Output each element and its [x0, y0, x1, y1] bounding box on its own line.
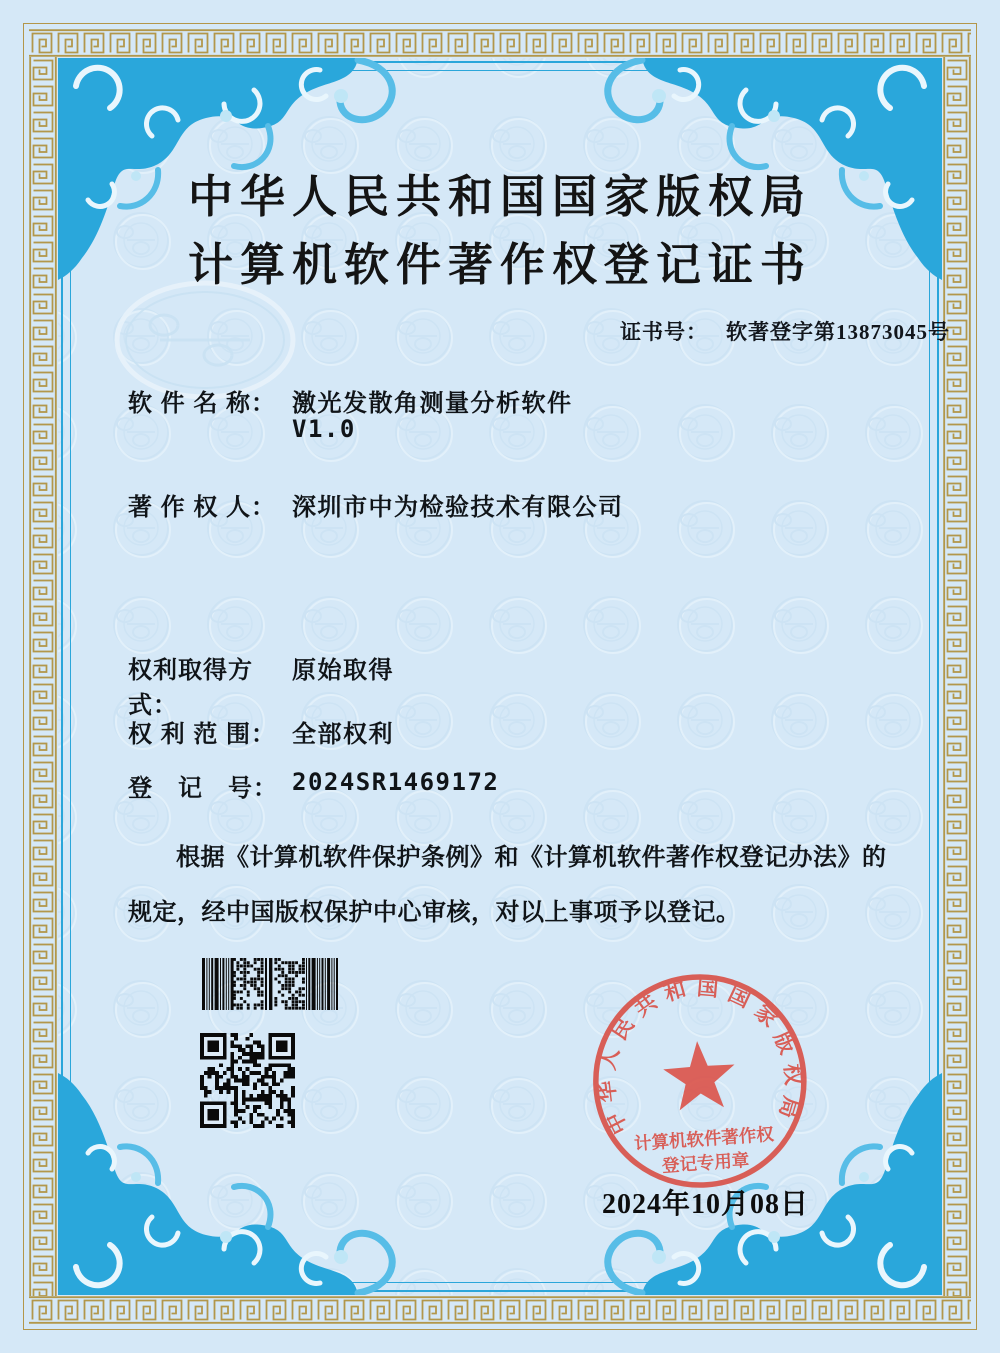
rights-scope-value: 全部权利	[292, 721, 394, 748]
field-rights-acquisition	[128, 650, 394, 720]
software-name-value: 激光发散角测量分析软件	[292, 390, 573, 417]
barcode-icon	[202, 958, 345, 1010]
copyright-owner-value: 深圳市中为检验技术有限公司	[292, 494, 624, 521]
qr-code-icon	[200, 1033, 295, 1128]
field-rights-scope	[128, 714, 394, 749]
seal-ring-text: 中华人民共和国国家版权局	[594, 975, 806, 1139]
authority-title: 中华人民共和国国家版权局	[187, 172, 812, 222]
software-name-label: 软 件 名 称：	[128, 390, 277, 417]
certificate-title: 计算机软件著作权登记证书	[187, 240, 812, 290]
field-copyright-owner	[128, 487, 624, 522]
seal-text-line2: 登记专用章	[661, 1149, 750, 1176]
certificate-number-value: 软著登字第13873045号	[726, 320, 950, 344]
registration-number-value: 2024SR1469172	[292, 768, 500, 796]
certificate-number-row	[620, 316, 950, 346]
field-software-version	[292, 415, 356, 443]
rights-acquisition-value: 原始取得	[292, 657, 394, 684]
software-version-value: V1.0	[292, 415, 356, 443]
statement-line-1: 根据《计算机软件保护条例》和《计算机软件著作权登记办法》的	[176, 844, 887, 871]
official-seal	[585, 968, 815, 1198]
rights-acquisition-label: 权利取得方式：	[128, 657, 253, 719]
greek-key-border-bottom	[29, 1296, 971, 1324]
field-registration-number	[128, 768, 499, 803]
copyright-owner-label: 著 作 权 人：	[128, 494, 277, 521]
field-software-name	[128, 383, 573, 418]
certificate-number-label: 证书号：	[620, 321, 708, 344]
rights-scope-label: 权 利 范 围：	[128, 721, 277, 748]
seal-text-line1: 计算机软件著作权	[633, 1124, 775, 1154]
seal-star-icon	[661, 1039, 737, 1112]
issue-date: 2024年10月08日	[602, 1189, 810, 1220]
registration-number-label: 登 记 号：	[128, 775, 278, 802]
greek-key-border-top	[29, 29, 971, 57]
statement-line-2: 规定，经中国版权保护中心审核，对以上事项予以登记。	[128, 899, 741, 926]
